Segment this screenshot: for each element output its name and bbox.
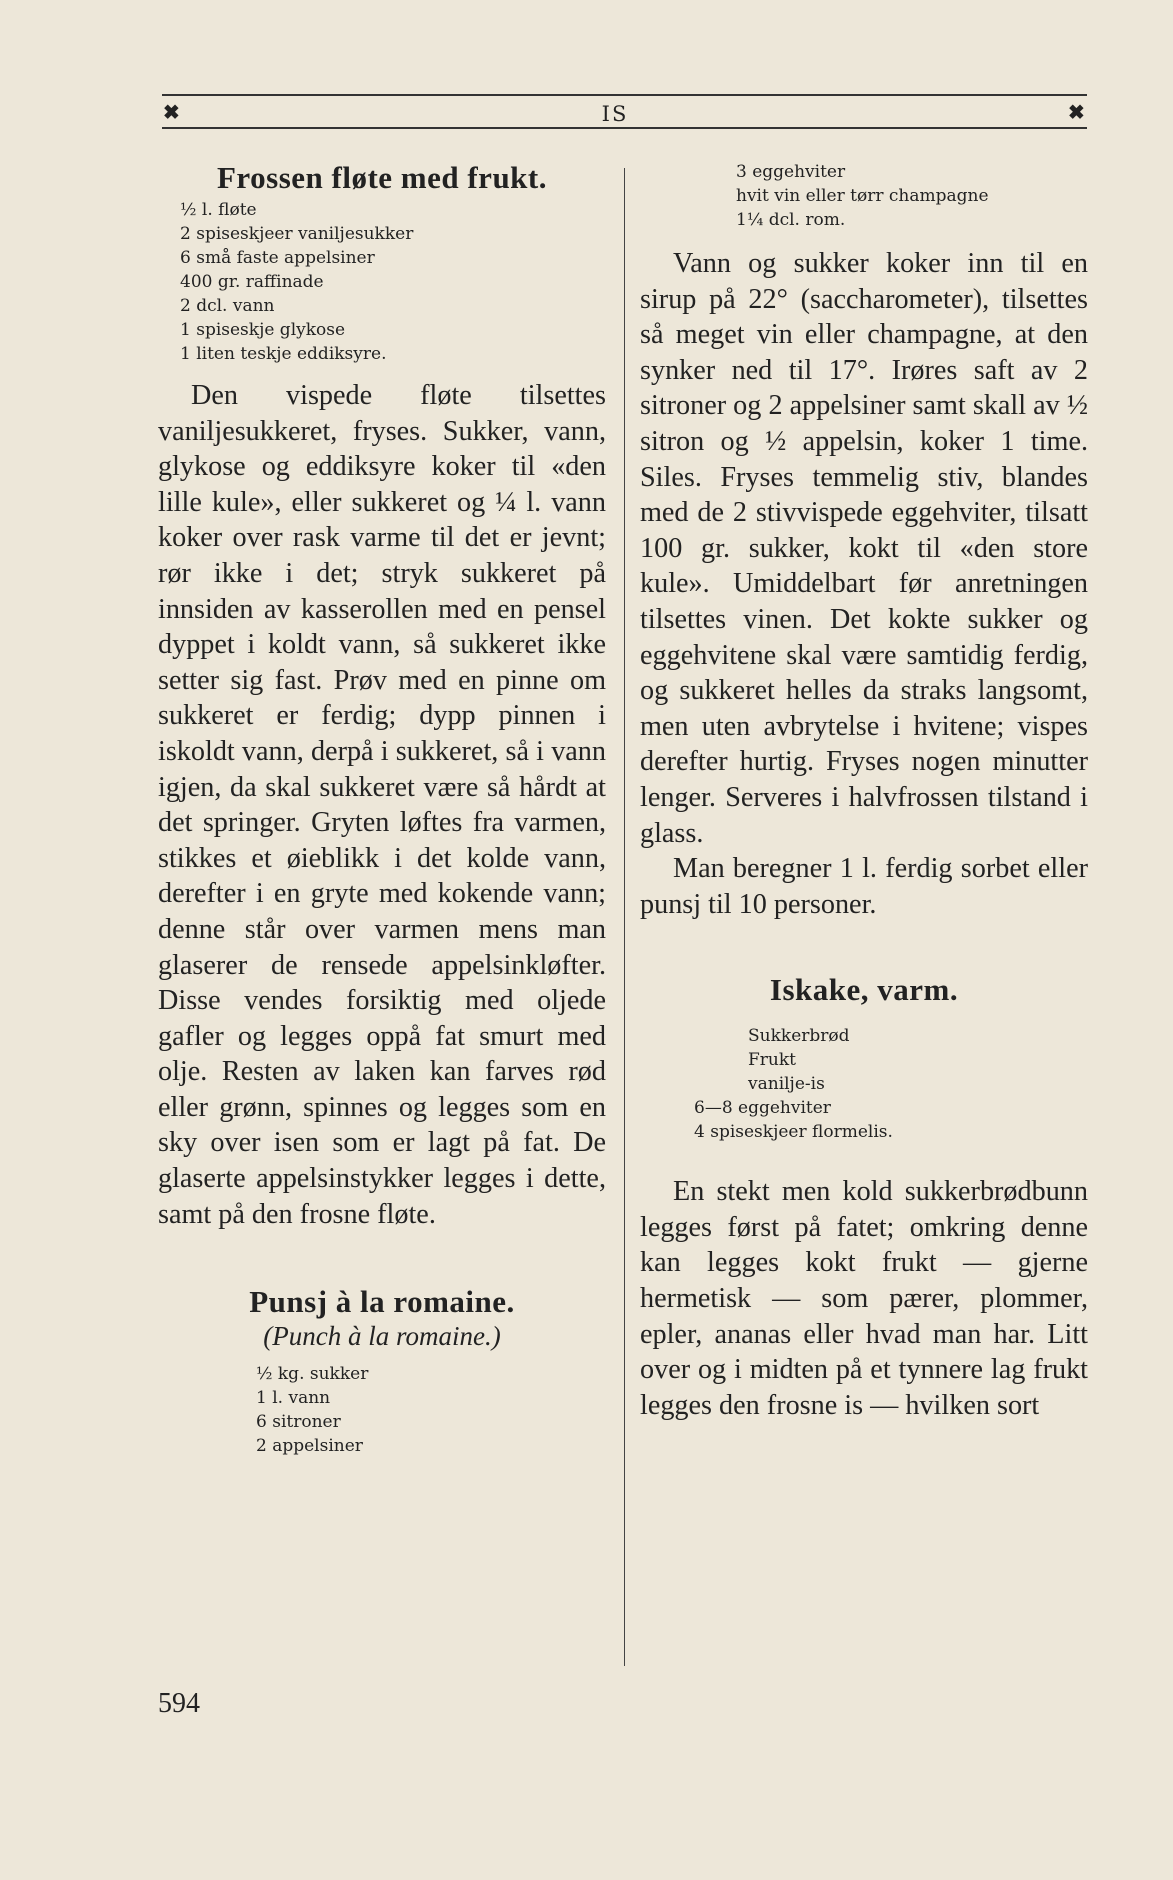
recipe-subtitle-punsj: (Punch à la romaine.)	[263, 1321, 501, 1352]
right-column	[640, 160, 1088, 1423]
ingredient-item: 1 liten teskje eddiksyre.	[180, 344, 387, 364]
left-column	[158, 160, 606, 1458]
ingredient-item: 1 spiseskje glykose	[180, 320, 346, 340]
column-divider	[624, 168, 625, 1666]
ingredient-item: 2 spiseskjeer vaniljesukker	[180, 224, 414, 244]
header-rule-top	[162, 94, 1087, 96]
ingredient-list-punsj	[158, 1362, 606, 1458]
recipe-text-frossen-flote: Den vispede fløte tilsettes vaniljesukkeret, fryses. Sukker, vann, glykose og eddiksyre koker til «den lille kule», eller sukkeret og ¼ l. vann koker over rask varme til det er jevnt; rør ikke i det; stryk sukkeret på innsiden av kasserollen med en pensel dyppet i koldt vann, så sukkeret ikke setter sig fast. Prøv med en pinne om sukkeret er ferdig; dypp pinnen i iskoldt vann, derpå i sukkeret, så i vann igjen, da skal sukkeret være så hårdt at det springer. Gryten løftes fra varmen, stikkes et øieblikk i det kolde vann, derefter i en gryte med kokende vann; denne står over varmen mens man glaserer de rensede appelsinkløfter. Disse vendes forsiktig med oljede gafler og legges oppå fat smurt med olje. Resten av laken kan farves rød eller grønn, spinnes og legges som en sky over isen som er lagt på fat. De glaserte appelsinstykker legges i dette, samt på den frosne fløte.	[158, 380, 606, 1230]
header-rule-bottom	[162, 127, 1087, 129]
ingredient-item: 4 spiseskjeer flormelis.	[694, 1122, 893, 1143]
ingredient-item: 2 dcl. vann	[180, 296, 275, 316]
ingredient-item: hvit vin eller tørr champagne	[736, 186, 989, 206]
ingredient-item: vanilje-is	[748, 1074, 825, 1095]
ingredient-item: 1 l. vann	[256, 1388, 331, 1409]
ingredient-item: 6—8 eggehviter	[694, 1098, 831, 1119]
ingredient-item: 2 appelsiner	[256, 1436, 363, 1457]
ingredient-list-iskake	[640, 1024, 1088, 1144]
ingredient-list-frossen-flote	[158, 198, 606, 366]
ingredient-item: 6 små faste appelsiner	[180, 248, 375, 268]
ingredient-item: ½ l. fløte	[180, 200, 257, 220]
ingredient-list-punsj-cont	[640, 160, 1088, 232]
ingredient-item: 1¼ dcl. rom.	[736, 210, 846, 230]
header-ornament-right: ✖	[1068, 100, 1085, 124]
ingredient-item: 400 gr. raffinade	[180, 272, 324, 292]
recipe-note-punsj: Man beregner 1 l. ferdig sorbet eller punsj til 10 personer.	[640, 853, 1088, 920]
page-number: 594	[158, 1688, 200, 1719]
ingredient-item: 3 eggehviter	[736, 162, 846, 182]
header-ornament-left: ✖	[163, 100, 180, 124]
ingredient-item: Sukkerbrød	[748, 1026, 850, 1047]
ingredient-item: 6 sitroner	[256, 1412, 341, 1433]
recipe-title-frossen-flote: Frossen fløte med frukt.	[217, 160, 547, 195]
ingredient-item: ½ kg. sukker	[256, 1364, 369, 1385]
recipe-text-iskake: En stekt men kold sukkerbrødbunn legges først på fatet; omkring denne kan legges kokt frukt — gjerne hermetisk — som pærer, plommer, epler, ananas eller hvad man har. Litt over og i midten på et tynnere lag frukt legges den frosne is — hvilken sort	[640, 1176, 1088, 1421]
recipe-text-punsj: Vann og sukker koker inn til en sirup på 22° (saccharometer), tilsettes så meget vin eller champagne, at den synker ned til 17°. Irøres saft av 2 sitroner og 2 appelsiner samt skall av ½ sitron og ½ appelsin, koker 1 time. Siles. Fryses temmelig stiv, blandes med de 2 stivvispede eggehviter, tilsatt 100 gr. sukker, kokt til «den store kule». Umiddelbart før anretningen tilsettes vinen. Det kokte sukker og eggehvitene skal være samtidig ferdig, og sukkeret helles da straks langsomt, men uten avbrytelse i hvitene; vispes derefter hurtig. Fryses nogen minutter lenger. Serveres i halvfrossen tilstand i glass.	[640, 248, 1088, 849]
ingredient-item: Frukt	[748, 1050, 797, 1071]
recipe-title-punsj: Punsj à la romaine.	[249, 1284, 515, 1320]
running-header-title: IS	[601, 102, 629, 126]
recipe-title-iskake: Iskake, varm.	[769, 972, 959, 1008]
